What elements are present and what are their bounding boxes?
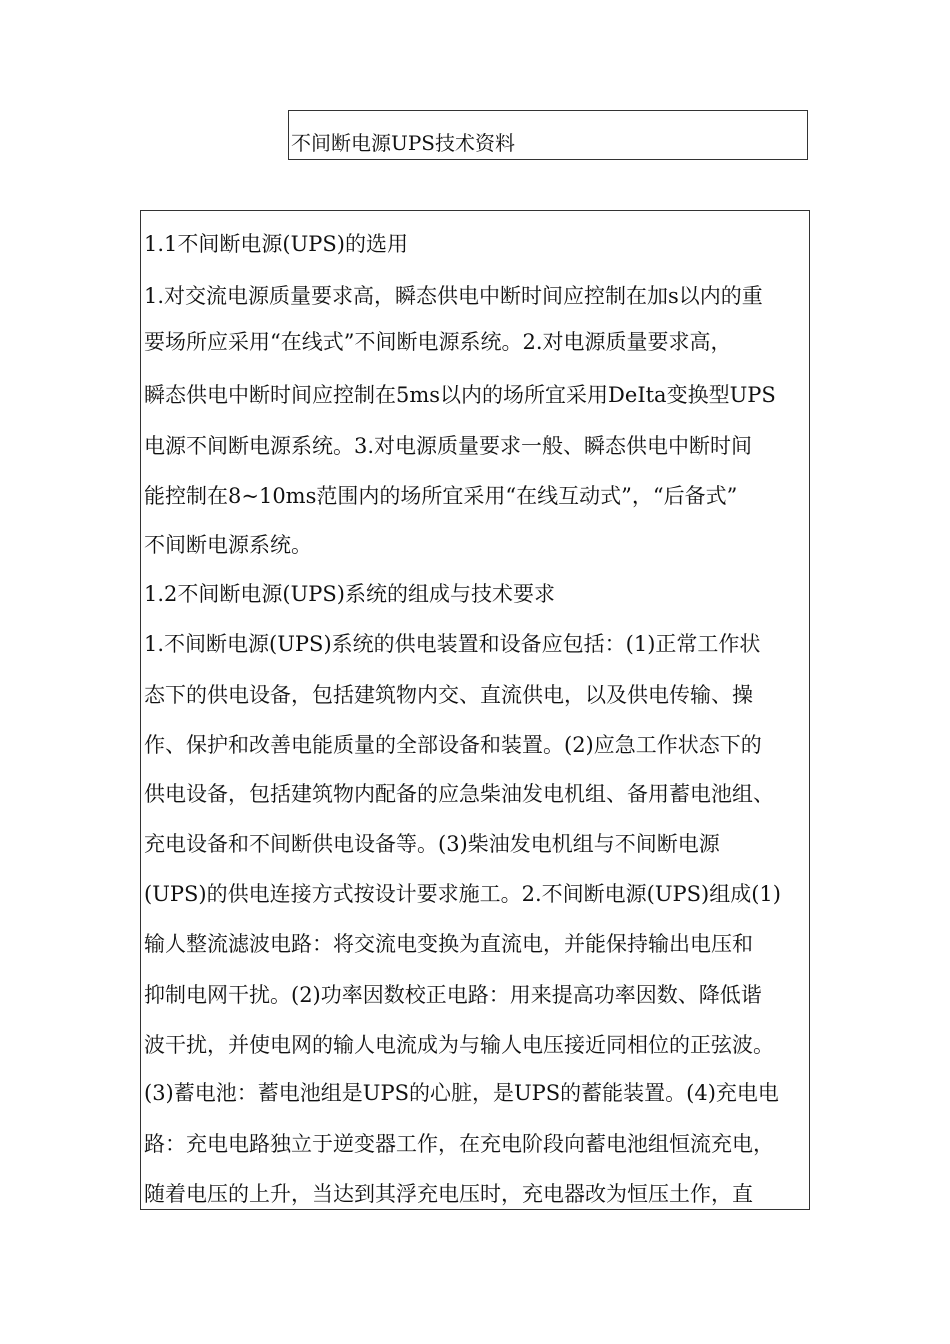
body-line: 路：充电电路独立于逆变器工作，在充电阶段向蓄电池组恒流充电， <box>144 1132 774 1156</box>
section-heading-1-2: 1.2不间断电源(UPS)系统的组成与技术要求 <box>144 582 555 606</box>
body-line: 要场所应采用“在线式”不间断电源系统。2.对电源质量要求高， <box>144 330 732 354</box>
body-line: 1.对交流电源质量要求高，瞬态供电中断时间应控制在加s以内的重 <box>144 284 763 308</box>
content-box <box>140 210 810 1210</box>
body-line: 输人整流滤波电路：将交流电变换为直流电，并能保持输出电压和 <box>144 932 753 956</box>
body-line: 态下的供电设备，包括建筑物内交、直流供电，以及供电传输、操 <box>144 683 753 707</box>
document-title: 不间断电源UPS技术资料 <box>291 131 516 155</box>
body-line: 1.不间断电源(UPS)系统的供电装置和设备应包括：(1)正常工作状 <box>144 632 761 656</box>
section-heading-1-1: 1.1不间断电源(UPS)的选用 <box>144 232 408 256</box>
body-line: 充电设备和不间断供电设备等。(3)柴油发电机组与不间断电源 <box>144 832 720 856</box>
body-line: 抑制电网干扰。(2)功率因数校正电路：用来提高功率因数、降低谐 <box>144 983 762 1007</box>
body-line: 瞬态供电中断时间应控制在5ms以内的场所宜采用DeIta变换型UPS <box>144 383 776 407</box>
body-line: 波干扰，并使电网的输人电流成为与输人电压接近同相位的正弦波。 <box>144 1033 774 1057</box>
body-line: 供电设备，包括建筑物内配备的应急柴油发电机组、备用蓄电池组、 <box>144 782 774 806</box>
title-box <box>288 110 808 160</box>
body-line: 作、保护和改善电能质量的全部设备和装置。(2)应急工作状态下的 <box>144 733 762 757</box>
body-line: 不间断电源系统。 <box>144 533 312 557</box>
body-line: 能控制在8~10ms范围内的场所宜采用“在线互动式”，“后备式” <box>144 484 738 508</box>
body-line: 电源不间断电源系统。3.对电源质量要求一般、瞬态供电中断时间 <box>144 434 753 458</box>
body-line: (UPS)的供电连接方式按设计要求施工。2.不间断电源(UPS)组成(1) <box>144 882 781 906</box>
body-line: (3)蓄电池：蓄电池组是UPS的心脏，是UPS的蓄能装置。(4)充电电 <box>144 1081 779 1105</box>
body-line: 随着电压的上升，当达到其浮充电压时，充电器改为恒压土作，直 <box>144 1182 753 1206</box>
